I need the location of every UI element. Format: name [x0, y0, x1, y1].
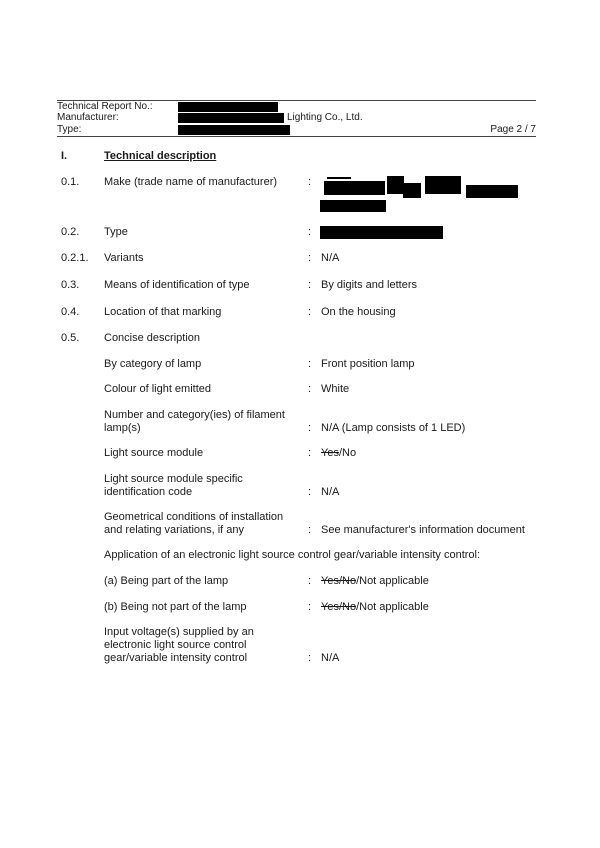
- manufacturer-suffix: Lighting Co., Ltd.: [287, 112, 363, 123]
- colon: :: [308, 486, 312, 498]
- colon: :: [308, 306, 312, 318]
- redaction: [403, 183, 421, 198]
- colon: :: [308, 383, 312, 395]
- redaction: [425, 176, 461, 194]
- item-number: 0.2.1.: [61, 252, 89, 264]
- colon: :: [308, 176, 312, 188]
- geometric-label-line2: and relating variations, if any: [104, 524, 245, 536]
- redaction: [320, 226, 443, 239]
- filament-label-line1: Number and category(ies) of filament: [104, 409, 285, 421]
- category-value: Front position lamp: [321, 358, 415, 370]
- module-code-label-line2: identification code: [104, 486, 193, 498]
- colon: :: [308, 575, 312, 587]
- colon: :: [308, 422, 312, 434]
- redaction: [178, 113, 284, 123]
- part-a-value-struck: Yes/No: [321, 575, 357, 587]
- redaction: [178, 125, 290, 135]
- item-number: 0.4.: [61, 306, 80, 318]
- module-value-rest: /No: [338, 447, 357, 459]
- redaction: [320, 200, 386, 212]
- location-value: On the housing: [321, 306, 396, 318]
- filament-value: N/A (Lamp consists of 1 LED): [321, 422, 466, 434]
- header-bottom-rule: [57, 136, 536, 137]
- input-voltage-value: N/A: [321, 652, 340, 664]
- item-number: 0.5.: [61, 332, 80, 344]
- item-number: 0.2.: [61, 226, 80, 238]
- colour-label: Colour of light emitted: [104, 383, 211, 395]
- redaction: [324, 181, 385, 195]
- redaction: [178, 102, 278, 112]
- colon: :: [308, 358, 312, 370]
- part-a-label: (a) Being part of the lamp: [104, 575, 229, 587]
- application-label: Application of an electronic light source control gear/variable intensity control:: [104, 549, 481, 561]
- module-code-value: N/A: [321, 486, 340, 498]
- part-b-label: (b) Being not part of the lamp: [104, 601, 247, 613]
- colon: :: [308, 252, 312, 264]
- colon: :: [308, 447, 312, 459]
- input-voltage-label-line3: gear/variable intensity control: [104, 652, 248, 664]
- module-value-struck: Yes: [321, 447, 339, 459]
- filament-label-line2: lamp(s): [104, 422, 141, 434]
- item-number: 0.1.: [61, 176, 80, 188]
- redaction: [387, 176, 404, 194]
- manufacturer-label: Manufacturer:: [57, 112, 119, 123]
- section-number: I.: [61, 150, 68, 162]
- part-b-value-struck: Yes/No: [321, 601, 357, 613]
- geometric-value: See manufacturer's information document: [321, 524, 525, 536]
- part-b-value-rest: /Not applicable: [356, 601, 429, 613]
- report-number-label: Technical Report No.:: [57, 101, 153, 112]
- module-label: Light source module: [104, 447, 204, 459]
- section-title: Technical description: [104, 150, 217, 162]
- colon: :: [308, 226, 312, 238]
- colour-value: White: [321, 383, 350, 395]
- module-code-label-line1: Light source module specific: [104, 473, 243, 485]
- redaction: [327, 177, 351, 179]
- input-voltage-label-line2: electronic light source control: [104, 639, 247, 651]
- means-id-value: By digits and letters: [321, 279, 417, 291]
- part-a-value-rest: /Not applicable: [356, 575, 429, 587]
- variants-value: N/A: [321, 252, 340, 264]
- page-number: Page 2 / 7: [490, 124, 536, 135]
- geometric-label-line1: Geometrical conditions of installation: [104, 511, 284, 523]
- redaction: [466, 185, 518, 198]
- module-value: [321, 447, 356, 460]
- colon: :: [308, 524, 312, 536]
- location-label: Location of that marking: [104, 306, 222, 318]
- colon: :: [308, 652, 312, 664]
- input-voltage-label-line1: Input voltage(s) supplied by an: [104, 626, 254, 638]
- part-b-value: [321, 601, 429, 614]
- type-label: Type:: [57, 124, 82, 135]
- part-a-value: [321, 575, 429, 588]
- variants-label: Variants: [104, 252, 144, 264]
- colon: :: [308, 601, 312, 613]
- concise-label: Concise description: [104, 332, 200, 344]
- type-item-label: Type: [104, 226, 128, 238]
- item-number: 0.3.: [61, 279, 80, 291]
- means-id-label: Means of identification of type: [104, 279, 250, 291]
- make-label: Make (trade name of manufacturer): [104, 176, 278, 188]
- colon: :: [308, 279, 312, 291]
- category-label: By category of lamp: [104, 358, 202, 370]
